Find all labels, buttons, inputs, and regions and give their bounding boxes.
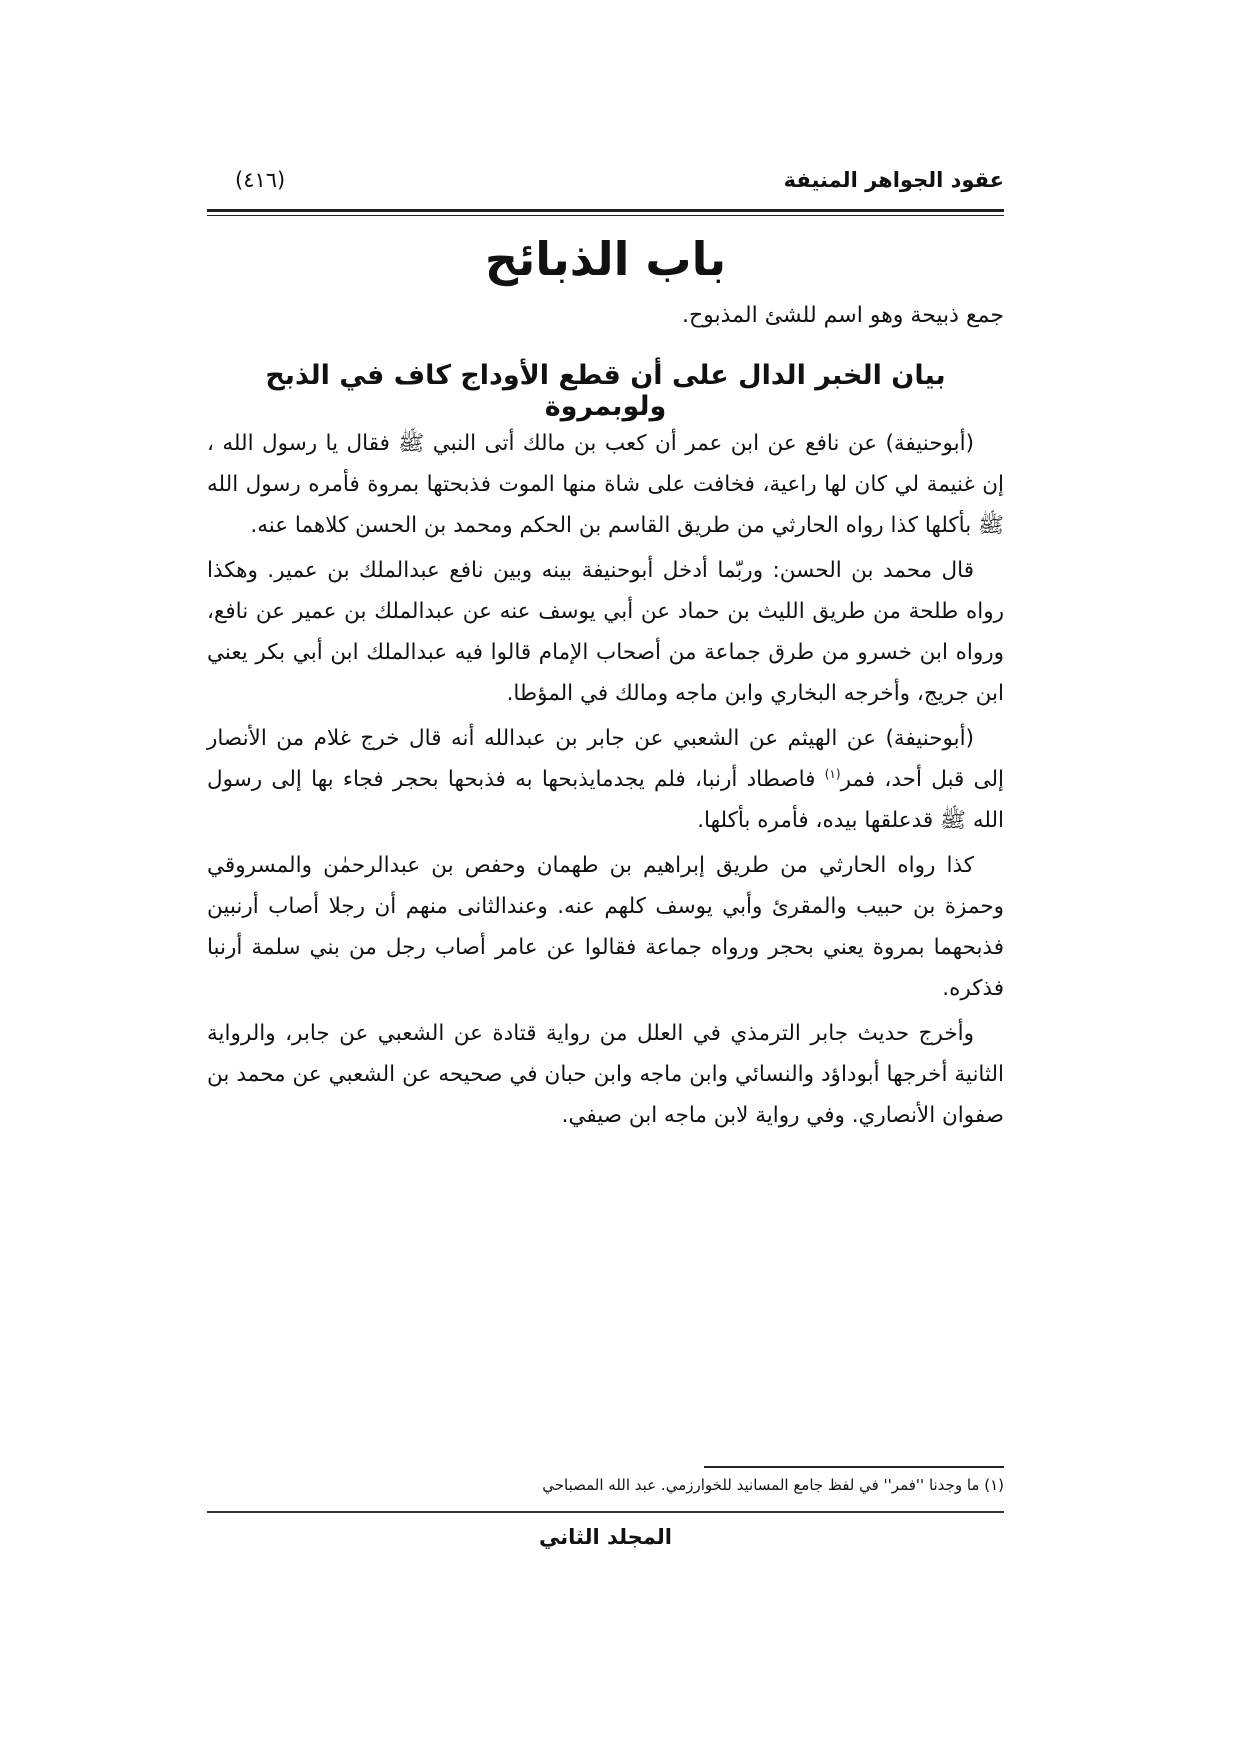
paragraph	[207, 718, 1004, 841]
volume-footer: المجلد الثاني	[539, 1525, 672, 1549]
page-number: (٤١٦)	[235, 168, 286, 192]
body-text	[207, 423, 1004, 1140]
paragraph-text: (أبوحنيفة) عن الهيثم عن الشعبي عن جابر بن عبدالله أنه قال خرج غلام من الأنصار إلى قبل أحد، فمر	[207, 726, 1004, 792]
chapter-subtitle: جمع ذبيحة وهو اسم للشئ المذبوح.	[681, 303, 1004, 328]
footnote: (١) ما وجدنا ''فمر'' في لفظ جامع المسانيد للخوارزمي. عبد الله المصباحي	[542, 1476, 1004, 1494]
header-double-rule	[207, 209, 1004, 216]
footer-rule	[207, 1511, 1004, 1513]
chapter-title: باب الذبائح	[484, 232, 727, 286]
paragraph-text: فاصطاد أرنبا، فلم يجدمايذبحها به فذبحها بحجر فجاء بها إلى رسول الله ﷺ قدعلقها بيده، فأمره بأكلها.	[207, 767, 1004, 833]
footnote-separator	[704, 1466, 1004, 1468]
running-header	[207, 168, 1004, 208]
section-heading: بيان الخبر الدال على أن قطع الأوداج كاف في الذبح ولوبمروة	[265, 360, 946, 422]
footnote-reference[interactable]: (١)	[824, 766, 841, 781]
paragraph: كذا رواه الحارثي من طريق إبراهيم بن طهمان وحفص بن عبدالرحمٰن والمسروقي وحمزة بن حبيب والمقرئ وأبي يوسف كلهم عنه. وعندالثانى منهم أن رجلا أصاب أرنبين فذبحهما بمروة يعني بحجر ورواه جماعة فقالوا عن عامر أصاب رجل من بني سلمة أرنبا فذكره.	[207, 853, 1004, 1001]
book-page	[207, 0, 1004, 1754]
paragraph: قال محمد بن الحسن: وربّما أدخل أبوحنيفة بينه وبين نافع عبدالملك بن عمير. وهكذا رواه طلحة من طريق الليث بن حماد عن أبي يوسف عنه عن عبدالملك بن عمير عن نافع، ورواه ابن خسرو من طرق جماعة من أصحاب الإمام قالوا فيه عبدالملك ابن أبي بكر يعني ابن جريج، وأخرجه البخاري وابن ماجه ومالك في المؤطا.	[207, 558, 1004, 706]
book-title: عقود الجواهر المنيفة	[783, 168, 1004, 192]
paragraph: (أبوحنيفة) عن نافع عن ابن عمر أن كعب بن مالك أتى النبي ﷺ فقال يا رسول الله ، إن غنيمة لي كان لها راعية، فخافت على شاة منها الموت فذبحتها بمروة فأمره رسول الله ﷺ بأكلها كذا رواه الحارثي من طريق القاسم بن الحكم ومحمد بن الحسن كلاهما عنه.	[207, 431, 1004, 538]
paragraph: وأخرج حديث جابر الترمذي في العلل من رواية قتادة عن الشعبي عن جابر، والرواية الثانية أخرجها أبوداؤد والنسائي وابن ماجه وابن حبان في صحيحه عن الشعبي عن محمد بن صفوان الأنصاري. وفي رواية لابن ماجه ابن صيفي.	[207, 1021, 1004, 1128]
